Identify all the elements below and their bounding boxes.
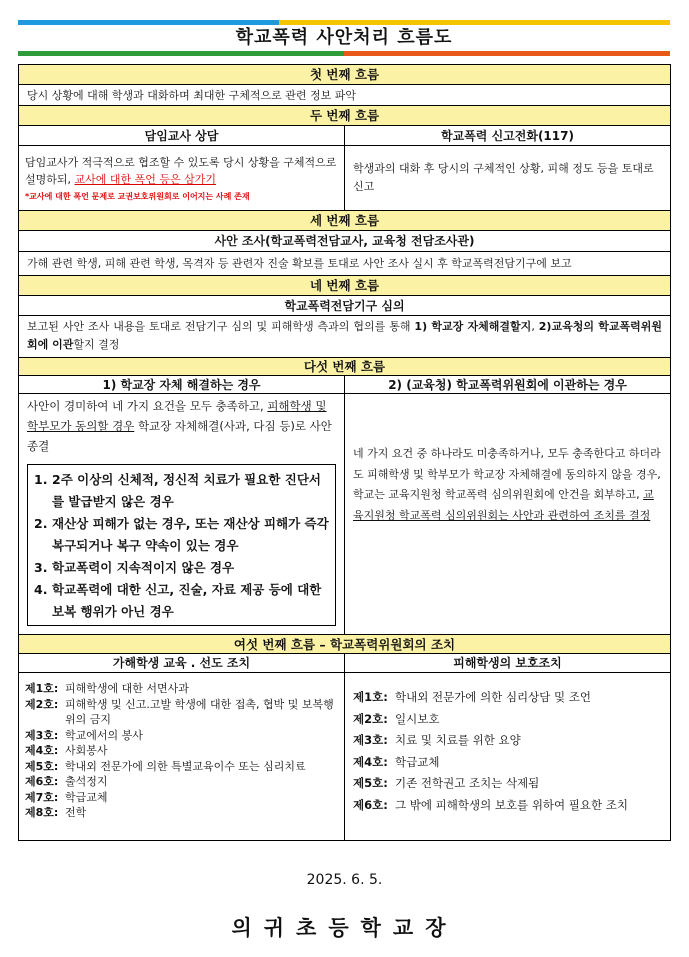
victim-protection-list bbox=[345, 673, 670, 822]
victim-measure-item bbox=[353, 795, 664, 817]
condition-item bbox=[34, 513, 329, 557]
measure-text: 사회봉사 bbox=[65, 744, 108, 757]
measure-text: 전학 bbox=[65, 806, 87, 819]
measure-text: 학내외 전문가에 의한 심리상담 및 조언 bbox=[395, 690, 592, 704]
step6-left bbox=[19, 654, 344, 840]
condition-text: 학교폭력이 지속적이지 않은 경우 bbox=[52, 560, 235, 575]
step1-text: 당시 상황에 대해 학생과 대화하며 최대한 구체적으로 관련 정보 파악 bbox=[19, 85, 670, 106]
measure-text: 학내외 전문가에 의한 특별교육이수 또는 심리치료 bbox=[65, 759, 306, 773]
principal-resolution-text-a: 사안이 경미하여 네 가지 요건을 모두 충족하고, bbox=[27, 399, 268, 413]
step3-subtitle: 사안 조사(학교폭력전담교사, 교육청 전담조사관) bbox=[19, 231, 670, 252]
school-signature: 의귀초등학교장 bbox=[231, 916, 458, 940]
measure-number: 제6호: bbox=[353, 797, 388, 812]
measure-text: 학급교체 bbox=[65, 790, 108, 804]
condition-number: 3. bbox=[34, 560, 48, 575]
measure-number: 제8호: bbox=[25, 806, 59, 819]
measure-number: 제5호: bbox=[25, 759, 59, 773]
step2-right bbox=[344, 126, 670, 210]
step4-text-a: 보고된 사안 조사 내용을 토대로 전담기구 심의 및 피해학생 측과의 협의를 통해 bbox=[27, 320, 415, 333]
condition-item bbox=[34, 469, 329, 513]
offender-measure-item bbox=[25, 805, 338, 821]
offender-measure-item bbox=[25, 743, 338, 759]
step5-left bbox=[19, 376, 344, 634]
step2-columns bbox=[19, 126, 670, 211]
condition-number: 1. bbox=[34, 472, 48, 487]
step4-text bbox=[19, 316, 670, 358]
step3-header: 세 번째 흐름 bbox=[19, 211, 670, 231]
condition-text: 2주 이상의 신체적, 정신적 치료가 필요한 진단서를 발급받지 않은 경우 bbox=[52, 472, 321, 509]
offender-measures-title: 가해학생 교육 . 선도 조치 bbox=[19, 654, 344, 673]
report-hotline-title: 학교폭력 신고전화(117) bbox=[345, 126, 670, 146]
step4-option2: 2)교육청의 학교폭력위원회에 이관 bbox=[27, 320, 662, 351]
measure-number: 제7호: bbox=[25, 790, 59, 804]
measure-text: 학급교체 bbox=[395, 754, 440, 769]
step4-text-c: , bbox=[531, 320, 539, 333]
measure-number: 제2호: bbox=[353, 711, 388, 726]
victim-measure-item bbox=[353, 773, 664, 795]
step6-columns bbox=[19, 654, 670, 840]
offender-measure-item bbox=[25, 697, 338, 728]
condition-number: 4. bbox=[34, 582, 48, 597]
conditions-list bbox=[34, 469, 329, 623]
step3-text: 가해 관련 학생, 피해 관련 학생, 목격자 등 관련자 진술 확보를 토대로 사안 조사 실시 후 학교폭력전담기구에 보고 bbox=[19, 252, 670, 276]
measure-text: 그 밖에 피해학생의 보호를 위하여 필요한 조치 bbox=[395, 797, 629, 812]
offender-measure-item bbox=[25, 728, 338, 744]
homeroom-counsel-text: 담임교사가 적극적으로 협조할 수 있도록 당시 상황을 구체적으로 설명하되, bbox=[25, 156, 337, 186]
principal-resolution-text-b: 학교장 자체해결(사과, 다짐 등)로 사안 종결 bbox=[27, 419, 332, 453]
step4-option1: 1) 학교장 자체해결할지 bbox=[414, 320, 532, 333]
page-title: 학교폭력 사안처리 흐름도 bbox=[235, 27, 453, 48]
measure-number: 제6호: bbox=[25, 775, 59, 788]
measure-number: 제1호: bbox=[353, 690, 388, 704]
measure-text: 일시보호 bbox=[395, 711, 440, 726]
measure-number: 제2호: bbox=[25, 697, 59, 711]
victim-protection-title: 피해학생의 보호조치 bbox=[345, 654, 670, 673]
measure-number: 제4호: bbox=[353, 754, 388, 769]
homeroom-counsel-body bbox=[19, 146, 344, 210]
step5-columns bbox=[19, 376, 670, 635]
offender-measures-list bbox=[19, 673, 344, 840]
bottom-color-bar bbox=[18, 51, 670, 56]
step4-text-d: 할지 결정 bbox=[73, 338, 120, 351]
step6-header: 여섯 번째 흐름 – 학교폭력위원회의 조치 bbox=[19, 635, 670, 654]
principal-resolution-body bbox=[19, 394, 344, 456]
committee-transfer-decision: 교육지원청 학교폭력 심의위원회는 사안과 관련하여 조치를 결정 bbox=[353, 488, 654, 522]
step1-header: 첫 번째 흐름 bbox=[19, 65, 670, 85]
offender-measure-item bbox=[25, 790, 338, 806]
offender-measure-item bbox=[25, 759, 338, 775]
measure-number: 제3호: bbox=[353, 733, 388, 747]
measure-text: 피해학생 및 신고.고발 학생에 대한 접촉, 협박 및 보복행위의 금지 bbox=[65, 697, 334, 726]
measure-text: 피해학생에 대한 서면사과 bbox=[65, 682, 189, 695]
measure-number: 제4호: bbox=[25, 744, 59, 757]
committee-transfer-text: 네 가지 요건 중 하나라도 미충족하거나, 모두 충족한다고 하더라도 피해학생 및 학부모가 학교장 자체해결에 동의하지 않을 경우, 학교는 교육지원청 학교폭력 심의위원회에 안건을 회부하고, bbox=[353, 447, 661, 501]
measure-number: 제1호: bbox=[25, 682, 59, 695]
step2-left bbox=[19, 126, 344, 210]
condition-text: 재산상 피해가 없는 경우, 또는 재산상 피해가 즉각 복구되거나 복구 약속이 있는 경우 bbox=[52, 516, 329, 553]
condition-text: 학교폭력에 대한 신고, 진술, 자료 제공 등에 대한 보복 행위가 아닌 경우 bbox=[52, 582, 322, 619]
principal-resolution-consent: 피해학생 및 학부모가 동의할 경우 bbox=[27, 399, 327, 433]
conditions-box bbox=[27, 464, 336, 626]
measure-text: 기존 전학권고 조치는 삭제됨 bbox=[395, 776, 540, 790]
victim-measure-item bbox=[353, 752, 664, 774]
measure-text: 출석정지 bbox=[65, 775, 108, 788]
title-banner bbox=[18, 20, 670, 56]
step5-right bbox=[344, 376, 670, 634]
condition-item bbox=[34, 579, 329, 623]
principal-resolution-title: 1) 학교장 자체 해결하는 경우 bbox=[19, 376, 344, 394]
victim-measure-item bbox=[353, 687, 664, 709]
condition-number: 2. bbox=[34, 516, 48, 531]
measure-text: 치료 및 치료를 위한 요양 bbox=[395, 733, 521, 747]
step2-header: 두 번째 흐름 bbox=[19, 106, 670, 126]
measure-text: 학교에서의 봉사 bbox=[65, 728, 143, 742]
flowchart-table bbox=[18, 64, 671, 841]
committee-transfer-title: 2) (교육청) 학교폭력위원회에 이관하는 경우 bbox=[345, 376, 670, 394]
offender-measure-item bbox=[25, 681, 338, 697]
measure-number: 제3호: bbox=[25, 728, 59, 742]
step4-header: 네 번째 흐름 bbox=[19, 276, 670, 296]
homeroom-counsel-title: 담임교사 상담 bbox=[19, 126, 344, 146]
offender-measure-item bbox=[25, 774, 338, 790]
step5-header: 다섯 번째 흐름 bbox=[19, 358, 670, 376]
homeroom-counsel-note: *교사에 대한 폭언 문제로 교권보호위원회로 이어지는 사례 존재 bbox=[25, 192, 250, 201]
step4-subtitle: 학교폭력전담기구 심의 bbox=[19, 296, 670, 316]
measure-number: 제5호: bbox=[353, 776, 388, 790]
victim-measure-item bbox=[353, 730, 664, 752]
step6-right bbox=[344, 654, 670, 840]
committee-transfer-body bbox=[345, 394, 670, 526]
victim-measure-item bbox=[353, 709, 664, 731]
document-date: 2025. 6. 5. bbox=[306, 872, 383, 888]
report-hotline-text: 학생과의 대화 후 당시의 구체적인 상황, 피해 정도 등을 토대로 신고 bbox=[353, 162, 654, 193]
homeroom-counsel-warning: 교사에 대한 폭언 등은 삼가기 bbox=[74, 173, 216, 186]
condition-item bbox=[34, 557, 329, 579]
